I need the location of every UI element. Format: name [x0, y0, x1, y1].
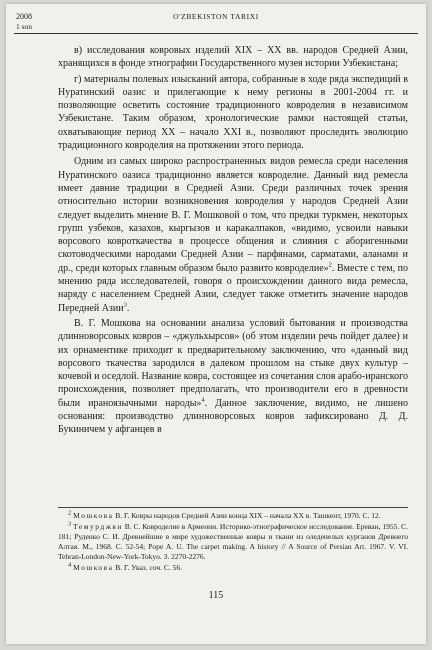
- footnote-ref-2: 2: [328, 261, 332, 269]
- paragraph-3-end: .: [126, 302, 130, 314]
- paragraph-3-text: Одним из самых широко распространенных видов ремесла среди населения Нуратинского оазиса традиционно является ковроделие. Данный вид ремесла имеет давние традиции в Средней Азии. Среди различных точек зрения относительно истории возникновения ковроделия у народов Средней Азии следует выделить мнение В. Г. Мошковой о том, что предки туркмен, некоторых групп узбеков, казахов, кыргызов и каракалпаков, «видимо, усвоили навыки ворсового ковроткачества в процессе общения и слияния с аборигенными скотоводческими народами Средней Азии – парфянами, сарматами, аланами и др., среди которых главным образом было развито ковроделие»: [58, 156, 408, 274]
- footnote-text: В. С. Ковроделие в Армении. Историко-этнографическое исследование. Ереван, 1955. С. 181; Руденко С. И. Древнейшие в мире художественные ковры и ткани из оледенелых курганов Древнего Алтая. М., 1968. С. 52-54; Pope A. U. The carpet making. A history // A Source of Persian Art. 1967. V. VI. Tehran-London-New-York-Tokyo. 3. 2270-2276.: [58, 522, 408, 561]
- page-number: 115: [208, 590, 224, 601]
- paragraph-4: [58, 317, 408, 437]
- paragraph-2: г) материалы полевых изысканий автора, собранные в ходе ряда экспедиций в Нуратинский оазис и прилегающие к нему регионы в 2001-2004 гг. и позволяющие осветить состояние традиционного ковроделия в независимом Узбекистане. Таким образом, хронологические рамки настоящей статьи, охватывающие период XX – начало XXI в., позволяют проследить эволюцию традиционного ковроделия на протяжении этого периода.: [58, 73, 408, 152]
- footnote-2: [58, 511, 408, 521]
- paragraph-3: [58, 155, 408, 315]
- header-divider: [14, 33, 418, 34]
- footnote-number: 3: [68, 520, 72, 528]
- footnote-4: [58, 563, 408, 573]
- footnote-author: Темурджян: [73, 522, 123, 531]
- footnote-ref-4: 4: [201, 396, 205, 404]
- footnote-divider: [58, 507, 408, 508]
- footnote-ref-3: 3: [123, 301, 127, 309]
- paragraph-4-tail: . Данное заключение, видимо, не лишено основания: производство длинноворсовых ковров зафиксировано Д. Д. Букиничем у афганцев в: [58, 397, 408, 436]
- footnote-text: В. Г. Ковры народов Средней Азии конца XIX – начала XX в. Ташкент, 1970. С. 12.: [113, 511, 381, 520]
- header-issue: 1 son: [16, 22, 33, 31]
- paragraph-4-text: В. Г. Мошкова на основании анализа условий бытования и производства длинноворсовых ковров – «джульхырсов» (об этом изделии речь пойдет далее) и их орнаментике приходит к предварительному заключению, что «данный вид ворсового ткачества зародился в далеком прошлом на стыке двух культур – кочевой и оседлой. Название ковра, состоящее из сочетания слов арабо-иранского происхождения, позволяет предполагать, что производители его в древности были ираноязычными народы»: [58, 317, 409, 409]
- document-page: [6, 4, 426, 644]
- footnote-author: Мошкова: [73, 511, 114, 520]
- paragraph-1: в) исследования ковровых изделий XIX – XX вв. народов Средней Азии, хранящихся в фонде этнографии Государственного музея истории Узбекистана;: [58, 45, 408, 70]
- paragraph-3-tail: . Вместе с тем, по мнению ряда исследователей, говоря о происхождении данного вида ремесла, наряду с населением Средней Азии, следует также отметить значение народов Передней Азии: [58, 262, 409, 314]
- footnote-text: В. Г. Указ. соч. С. 56.: [113, 563, 183, 572]
- journal-title: O'ZBEKISTON TARIXI: [173, 12, 259, 21]
- footnote-3: [58, 522, 408, 562]
- footnotes: [58, 511, 408, 574]
- footnote-author: Мошкова: [73, 563, 114, 572]
- header-year: 2008: [16, 12, 32, 21]
- footnote-number: 2: [68, 509, 72, 517]
- article-body: [58, 44, 408, 437]
- footnote-number: 4: [68, 561, 72, 569]
